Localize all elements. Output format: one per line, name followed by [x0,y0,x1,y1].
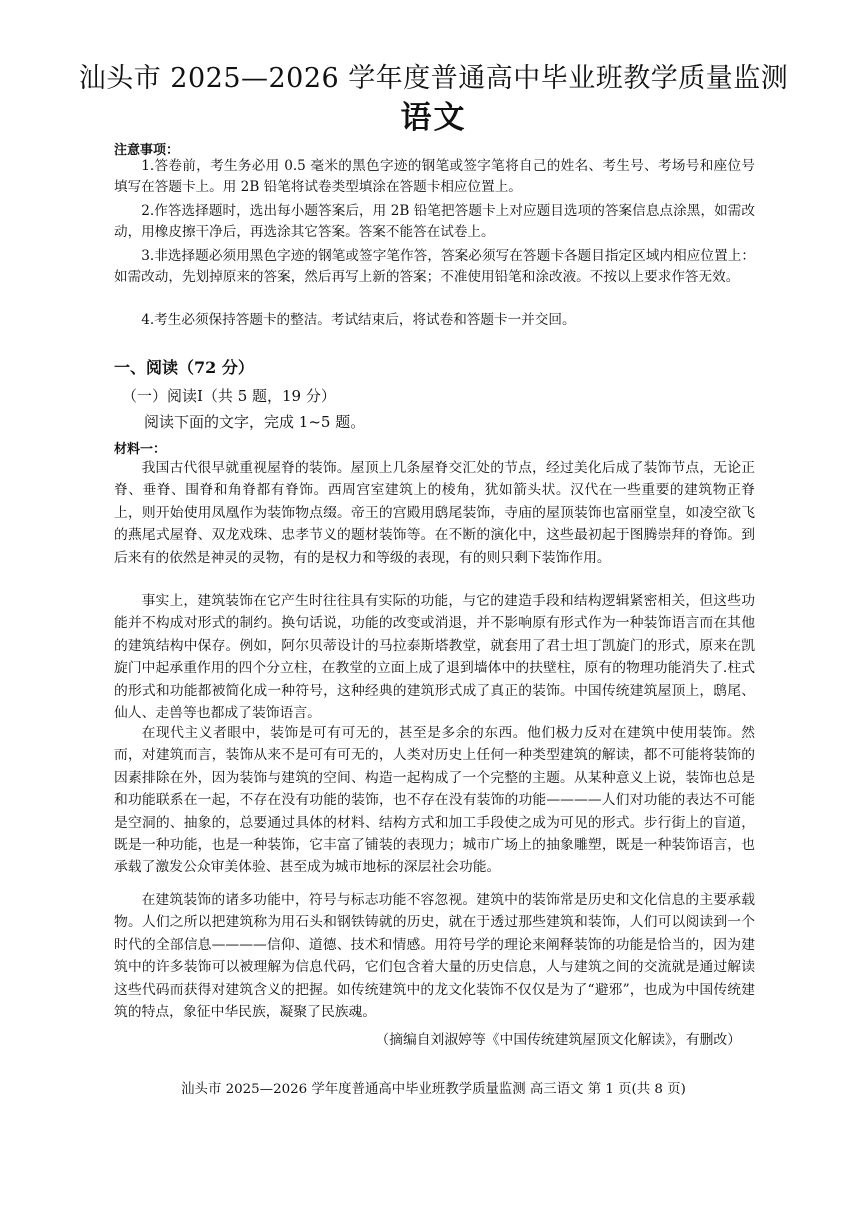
subject-title: 语文 [400,100,467,136]
notice-item-4: 4.考生必须保持答题卡的整洁。考试结束后，将试卷和答题卡一并交回。 [141,312,576,328]
material-label: 材料一： [114,442,167,457]
material-paragraph-4: 在建筑装饰的诸多功能中，符号与标志功能不容忽视。建筑中的装饰常是历史和文化信息的主要承载物。人们之所以把建筑称为用石头和钢铁铸就的历史，就在于透过那些建筑和装饰，人们可以阅读到一个时代的全部信息————信仰、道德、技术和情感。用符号学的理论来阐释装饰的功能是恰当的，因为建筑中的许多装饰可以被理解为信息代码，它们包含着大量的历史信息，人与建筑之间的交流就是通过解读这些代码而获得对建筑含义的把握。如传统建筑中的龙文化装饰不仅仅是为了“避邪”，也成为中国传统建筑的特点，象征中华民族，凝聚了民族魂。 [114,892,755,1021]
notice-item-3: 3.非选择题必须用黑色字迹的钢笔或签字笔作答，答案必须写在答题卡各题目指定区域内相应位置上：如需改动，先划掉原来的答案，然后再写上新的答案；不准使用铅笔和涂改液。不按以上要求作答无效。 [114,248,755,285]
reading-instruction: 阅读下面的文字，完成 1~5 题。 [144,413,366,431]
material-paragraph-3: 在现代主义者眼中，装饰是可有可无的，甚至是多余的东西。他们极力反对在建筑中使用装饰。然而，对建筑而言，装饰从来不是可有可无的，人类对历史上任何一种类型建筑的解读，都不可能将装饰的因素排除在外，因为装饰与建筑的空间、构造一起构成了一个完整的主题。从某种意义上说，装饰也总是和功能联系在一起，不存在没有功能的装饰，也不存在没有装饰的功能————人们对功能的表达不可能是空洞的、抽象的，总要通过具体的材料、结构方式和加工手段使之成为可见的形式。步行街上的盲道，既是一种功能，也是一种装饰，它丰富了铺装的表现力；城市广场上的抽象雕塑，既是一种装饰语言，也承载了激发公众审美体验、甚至成为城市地标的深层社会功能。 [114,725,755,876]
material-paragraph-2: 事实上，建筑装饰在它产生时往往具有实际的功能，与它的建造手段和结构逻辑紧密相关，但这些功能并不构成对形式的制约。换句话说，功能的改变或消退，并不影响原有形式作为一种装饰语言而在其他的建筑结构中保存。例如，阿尔贝蒂设计的马拉泰斯塔教堂，就套用了君士坦丁凯旋门的形式，原来在凯旋门中起承重作用的四个分立柱，在教堂的立面上成了退到墙体中的扶壁柱，原有的物理功能消失了.柱式的形式和功能都被简化成一种符号，这种经典的建筑形式成了真正的装饰。中国传统建筑屋顶上，鸱尾、仙人、走兽等也都成了装饰语言。 [114,593,755,722]
sub-section-heading: （一）阅读Ⅰ（共 5 题，19 分） [122,387,336,405]
section-heading: 一、阅读（72 分） [114,358,254,377]
source-citation: （摘编自刘淑婷等《中国传统建筑屋顶文化解读》，有删改） [375,1032,741,1048]
notice-heading: 注意事项： [114,143,180,158]
material-paragraph-1: 我国古代很早就重视屋脊的装饰。屋顶上几条屋脊交汇处的节点，经过美化后成了装饰节点，无论正脊、垂脊、围脊和角脊都有脊饰。西周宫室建筑上的棱角，犹如箭头状。汉代在一些重要的建筑物正脊上，则开始使用凤凰作为装饰物点缀。帝王的宫殿用鸱尾装饰，寺庙的屋顶装饰也富丽堂皇，如凌空欲飞的燕尾式屋脊、双龙戏珠、忠孝节义的题材装饰等。在不断的演化中，这些最初起于图腾崇拜的脊饰。到后来有的依然是神灵的灵物，有的是权力和等级的表现，有的则只剩下装饰作用。 [114,460,755,566]
exam-title: 汕头市 2025—2026 学年度普通高中毕业班教学质量监测 [78,63,789,94]
page-footer: 汕头市 2025—2026 学年度普通高中毕业班教学质量监测 高三语文 第 1 页(共 8 页) [181,1082,686,1097]
notice-item-2: 2.作答选择题时，选出每小题答案后，用 2B 铅笔把答题卡上对应题目选项的答案信息点涂黑，如需改动，用橡皮擦干净后，再选涂其它答案。答案不能答在试卷上。 [114,203,755,240]
notice-item-1: 1.答卷前，考生务必用 0.5 毫米的黑色字迹的钢笔或签字笔将自己的姓名、考生号、考场号和座位号填写在答题卡上。用 2B 铅笔将试卷类型填涂在答题卡相应位置上。 [114,158,755,195]
